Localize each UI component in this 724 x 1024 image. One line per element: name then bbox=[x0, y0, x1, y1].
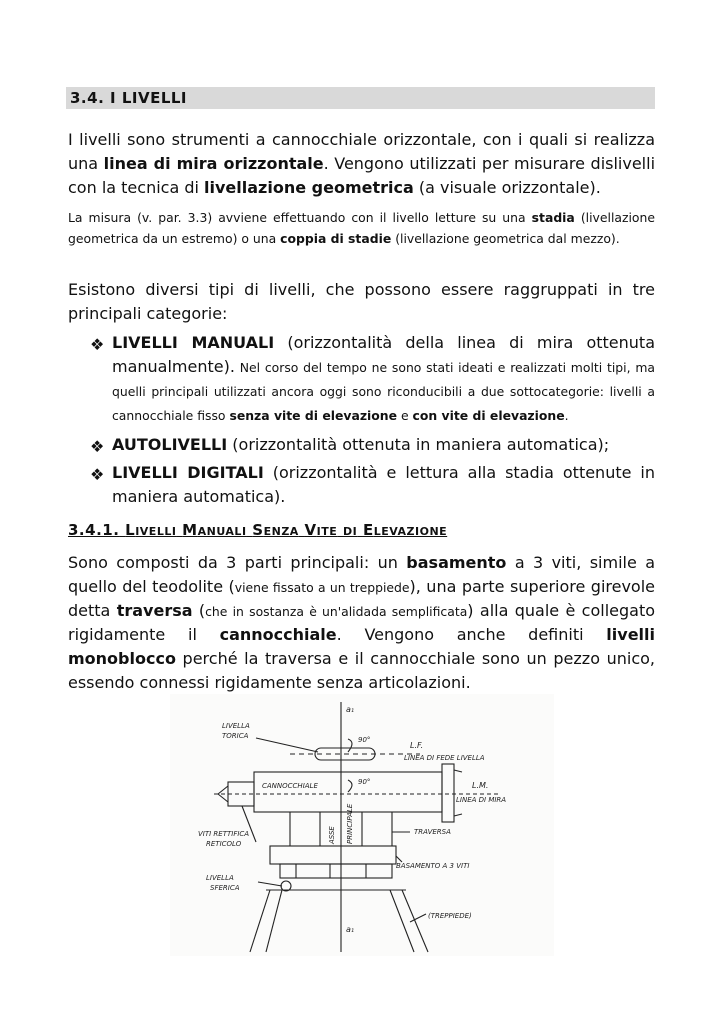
bold-text-run: stadia bbox=[531, 210, 575, 225]
basamento-label: BASAMENTO A 3 VITI bbox=[396, 862, 470, 870]
list-item bbox=[90, 433, 655, 457]
lm-description: LINEA DI MIRA bbox=[456, 796, 507, 804]
text-run: La misura (v. par. 3.3) avviene effettuando con il livello letture su una bbox=[68, 210, 532, 225]
text-run: . bbox=[564, 408, 569, 423]
viti-rettifica-label-2: RETICOLO bbox=[206, 840, 242, 848]
text-run: (orizzontalità della linea di mira ottenuta manualmente). bbox=[112, 333, 655, 376]
list-item bbox=[90, 331, 655, 427]
title-word-rest: DI bbox=[343, 525, 358, 538]
intro-paragraph-3 bbox=[68, 278, 655, 326]
title-word-rest: ANUALI bbox=[197, 525, 247, 538]
subsection-number: 3.4.1. bbox=[68, 521, 120, 539]
text-run: Nel corso del tempo ne sono stati ideati e realizzati molti tipi, ma quelli principali utilizzati ancora oggi sono riconducibili a due sottocategorie: livelli a cannocchiale fisso bbox=[112, 360, 655, 423]
title-word-cap: E bbox=[362, 521, 374, 539]
level-diagram bbox=[170, 694, 554, 956]
axis-label-top: a₁ bbox=[346, 705, 355, 714]
bold-text-run: livellazione geometrica bbox=[204, 178, 414, 197]
title-word-cap: V bbox=[304, 521, 317, 539]
diamond-bullet-icon: ❖ bbox=[90, 465, 105, 484]
livella-sferica-label-2: SFERICA bbox=[210, 884, 240, 892]
bold-text-run: LIVELLI DIGITALI bbox=[112, 463, 264, 482]
tripod-leg-right bbox=[390, 890, 414, 952]
bold-text-run: livelli monoblocco bbox=[68, 625, 655, 668]
livella-torica-label-2: TORICA bbox=[222, 732, 249, 740]
asse-label-1: ASSE bbox=[328, 826, 336, 844]
bold-text-run: linea di mira orizzontale bbox=[103, 154, 324, 173]
bold-text-run: basamento bbox=[406, 553, 507, 572]
diamond-bullet-icon: ❖ bbox=[90, 335, 105, 354]
text-run: ) alla quale è collegato rigidamente il bbox=[68, 601, 656, 644]
bold-text-run: cannocchiale bbox=[219, 625, 337, 644]
cannocchiale-label: CANNOCCHIALE bbox=[262, 782, 318, 790]
basamento-screws bbox=[280, 864, 392, 878]
text-run: . Vengono anche definiti bbox=[336, 625, 607, 644]
text-run: (orizzontalità ottenuta in maniera automatica); bbox=[227, 435, 610, 454]
text-run: I livelli sono strumenti a cannocchiale orizzontale, con i quali si realizza una bbox=[68, 130, 655, 173]
subsection-title bbox=[125, 521, 447, 539]
text-run: perché la traversa e il cannocchiale sono un pezzo unico, essendo connessi rigidamente senza articolazioni. bbox=[68, 649, 655, 692]
bold-text-run: con vite di elevazione bbox=[412, 408, 565, 423]
text-run: (livellazione geometrica dal mezzo). bbox=[391, 231, 620, 246]
axis-label-bottom: a₁ bbox=[346, 925, 355, 934]
bold-text-run: AUTOLIVELLI bbox=[112, 435, 228, 454]
list-item bbox=[90, 461, 655, 509]
text-run: Sono composti da 3 parti principali: un bbox=[68, 553, 407, 572]
tripod-leg-left bbox=[250, 890, 270, 952]
text-run: e bbox=[397, 408, 413, 423]
traversa-label: TRAVERSA bbox=[414, 828, 451, 836]
body-paragraph bbox=[68, 551, 655, 695]
lf-label: L.F. bbox=[410, 741, 424, 750]
livella-torica-label-1: LIVELLA bbox=[222, 722, 250, 730]
level-diagram-drawing bbox=[170, 694, 554, 956]
text-run: . Vengono utilizzati per misurare dislivelli con la tecnica di bbox=[68, 154, 656, 197]
angle-top-label: 90° bbox=[358, 736, 371, 744]
text-run: ), una parte superiore girevole detta bbox=[68, 577, 656, 620]
list-item-text bbox=[112, 435, 609, 454]
text-run: (livellazione geometrica da un estremo) o una bbox=[68, 210, 655, 246]
bold-text-run: senza vite di elevazione bbox=[229, 408, 398, 423]
text-run: (orizzontalità e lettura alla stadia ottenute in maniera automatica). bbox=[112, 463, 655, 506]
category-list bbox=[90, 331, 655, 509]
asse-label-2: PRINCIPALE bbox=[346, 803, 354, 844]
text-run: a 3 viti, simile a quello del teodolite ( bbox=[68, 553, 655, 596]
title-word-cap: M bbox=[182, 521, 198, 539]
list-item-text bbox=[112, 333, 655, 424]
title-word-rest: LEVAZIONE bbox=[373, 525, 448, 538]
bold-text-run: coppia di stadie bbox=[280, 231, 392, 246]
subsection-heading bbox=[68, 519, 447, 543]
text-run: viene fissato a un treppiede bbox=[234, 580, 410, 595]
intro-paragraph-2 bbox=[68, 207, 655, 249]
text-run: (a visuale orizzontale). bbox=[413, 178, 601, 197]
title-word-cap: L bbox=[125, 521, 136, 539]
bold-text-run: LIVELLI MANUALI bbox=[112, 333, 275, 352]
section-number: 3.4. bbox=[70, 89, 105, 107]
list-item-text bbox=[112, 463, 655, 506]
intro-paragraph-1 bbox=[68, 128, 655, 200]
treppiede-label: (TREPPIEDE) bbox=[428, 912, 472, 920]
lf-description: LINEA DI FEDE LIVELLA bbox=[404, 754, 485, 762]
section-title: I LIVELLI bbox=[110, 89, 188, 107]
title-word-cap: S bbox=[252, 521, 264, 539]
basamento-top bbox=[270, 846, 396, 864]
lm-label: L.M. bbox=[472, 781, 489, 790]
text-run: ( bbox=[192, 601, 206, 620]
livella-sferica-label-1: LIVELLA bbox=[206, 874, 234, 882]
title-word-rest: ENZA bbox=[263, 525, 299, 538]
diamond-bullet-icon: ❖ bbox=[90, 437, 105, 456]
title-word-rest: ITE bbox=[316, 525, 338, 538]
angle-mid-label: 90° bbox=[358, 778, 371, 786]
title-word-rest: IVELLI bbox=[135, 525, 177, 538]
text-run: Esistono diversi tipi di livelli, che possono essere raggruppati in tre principali categorie: bbox=[68, 280, 655, 323]
text-run: che in sostanza è un'alidada semplificata bbox=[205, 604, 468, 619]
viti-rettifica-label-1: VITI RETTIFICA bbox=[198, 830, 250, 838]
bold-text-run: traversa bbox=[116, 601, 193, 620]
section-heading bbox=[66, 87, 655, 109]
objective-ring bbox=[442, 764, 454, 822]
